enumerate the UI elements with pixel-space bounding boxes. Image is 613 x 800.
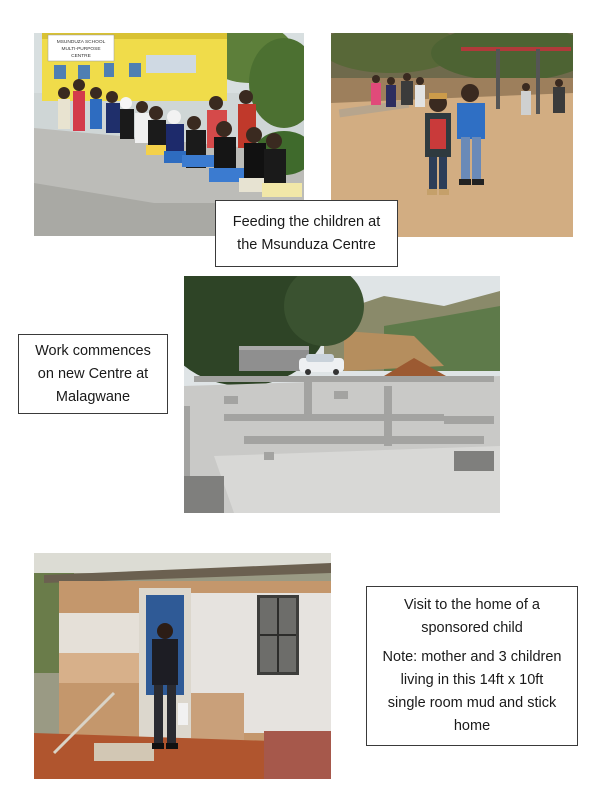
- caption-visit-line-6: home: [453, 718, 491, 734]
- caption-feeding-line-1: Feeding the children at: [232, 213, 381, 230]
- sign-text-2: MULTI-PURPOSE: [61, 47, 101, 52]
- caption-work: [18, 334, 168, 414]
- caption-feeding: [215, 200, 398, 267]
- caption-visit-line-5: single room mud and stick: [387, 695, 557, 711]
- caption-visit-line-3: Note: mother and 3 children: [382, 649, 562, 665]
- photo-mud-home: [34, 553, 331, 779]
- caption-work-line-2: on new Centre at: [37, 365, 149, 382]
- sign-text-1: MSUNDUZA SCHOOL: [56, 40, 106, 45]
- caption-visit-line-1: Visit to the home of a: [404, 597, 540, 613]
- caption-visit: [366, 586, 578, 746]
- caption-work-line-1: Work commences: [35, 342, 151, 359]
- sign-text-3: CENTRE: [71, 54, 91, 59]
- caption-visit-line-4: living in this 14ft x 10ft: [400, 672, 544, 688]
- caption-feeding-line-2: the Msunduza Centre: [237, 236, 376, 253]
- caption-work-line-3: Malagwane: [55, 388, 131, 405]
- photo-construction-site: [184, 276, 500, 513]
- caption-visit-line-2: sponsored child: [421, 620, 523, 636]
